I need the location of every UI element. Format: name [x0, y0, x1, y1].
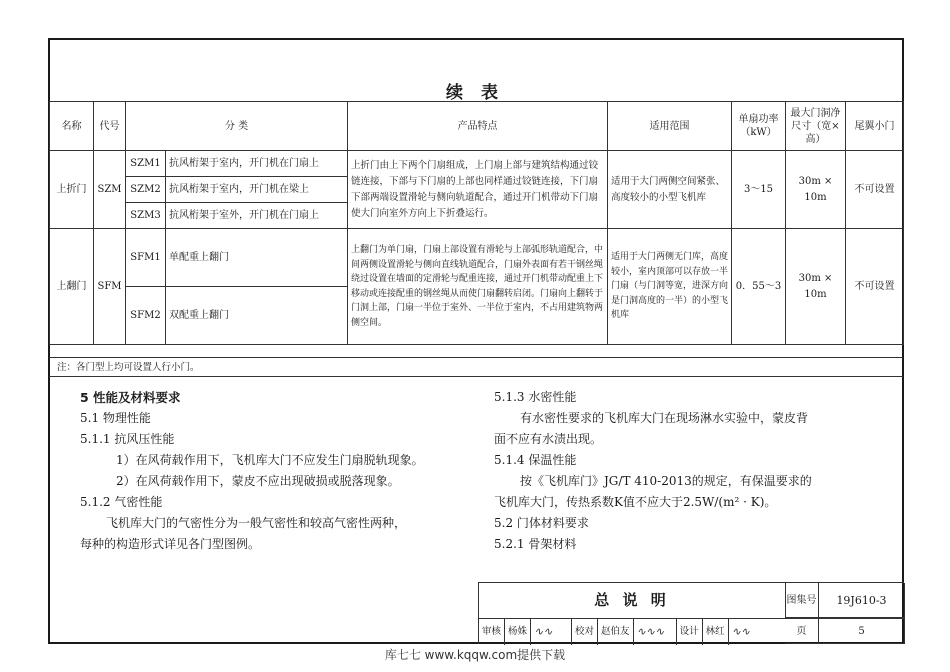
check-label: 校对 [572, 619, 598, 645]
left-column [80, 387, 470, 555]
page-label: 页 [785, 618, 819, 644]
section-heading: 5.1.1 抗风压性能 [80, 432, 175, 446]
section-heading: 5.1 物理性能 [80, 411, 151, 425]
sub-desc: 双配重上翻门 [166, 287, 348, 345]
checker-name: 赵伯友 [598, 619, 634, 645]
drawing-title: 总 说 明 [479, 583, 786, 618]
row-size: 30m × 10m [786, 229, 846, 345]
download-watermark: 库七七 www.kqqw.com提供下载 [384, 648, 566, 662]
table-header-row [50, 102, 904, 151]
door-types-table [49, 101, 904, 345]
sub-desc: 抗风桁架于室内，开门机在梁上 [166, 177, 348, 203]
review-label: 审核 [479, 619, 505, 645]
table-title: 续 表 [446, 83, 504, 103]
header-name: 名称 [50, 102, 94, 151]
sub-code: SZM2 [126, 177, 166, 203]
header-tail: 尾翼小门 [846, 102, 904, 151]
header-category: 分 类 [126, 102, 348, 151]
row-scope: 适用于大门两侧无门库，高度较小，室内顶部可以存放一半门扇（与门洞等宽，进深方向是门洞高度的一半）的小型飞机库 [608, 229, 732, 345]
row-power: 0．55～3 [732, 229, 786, 345]
paragraph: 按《飞机库门》JG/T 410-2013的规定，有保温要求的 [520, 474, 812, 488]
checker-signature: ∿∿∿ [634, 619, 677, 645]
section-heading: 5.1.2 气密性能 [80, 495, 163, 509]
paragraph: 面不应有水渍出现。 [494, 432, 603, 446]
header-power: 单扇功率（kW） [732, 102, 786, 151]
row-features: 上翻门为单门扇，门扇上部设置有滑轮与上部弧形轨道配合，中间两侧设置滑轮与侧向直线轨道配合，门扇外表面有若干钢丝绳绕过设置在墙面的定滑轮与配重连接，通过开门机带动配重上下移动或连接配重的钢丝绳从而使门扇翻转启闭。门扇向上翻转于门洞上部，门扇一半位于室外、一半位于室内，不占用建筑物两侧空间。 [348, 229, 608, 345]
section-heading: 5 性能及材料要求 [80, 390, 181, 405]
atlas-label: 图集号 [785, 583, 819, 618]
row-power: 3～15 [732, 151, 786, 229]
row-name: 上翻门 [50, 229, 94, 345]
paragraph: 每种的构造形式详见各门型图例。 [80, 537, 261, 551]
paragraph: 飞机库大门，传热系数K值不应大于2.5W/(m² · K)。 [494, 495, 777, 509]
reviewer-name: 杨姝 [505, 619, 531, 645]
right-column [494, 387, 894, 555]
title-block [478, 582, 904, 644]
row-scope: 适用于大门两侧空间紧张、高度较小的小型飞机库 [608, 151, 732, 229]
paragraph: 2）在风荷载作用下，蒙皮不应出现破损或脱落现象。 [116, 474, 400, 488]
sub-code: SFM1 [126, 229, 166, 287]
designer-name: 林红 [703, 619, 729, 645]
section-heading: 5.2.1 骨架材料 [494, 537, 577, 551]
header-size: 最大门洞净尺寸（宽×高） [786, 102, 846, 151]
design-label: 设计 [677, 619, 703, 645]
row-tail: 不可设置 [846, 229, 904, 345]
header-scope: 适用范围 [608, 102, 732, 151]
table-note: 注：各门型上均可设置人行小门。 [49, 357, 903, 377]
signature-row [479, 618, 785, 645]
row-tail: 不可设置 [846, 151, 904, 229]
reviewer-signature: ∿∿ [531, 619, 572, 645]
sub-code: SZM1 [126, 151, 166, 177]
row-features: 上折门由上下两个门扇组成，上门扇上部与建筑结构通过铰链连接，下部与下门扇的上部也同样通过铰链连接，下门扇下部两端设置滑轮与侧向轨道配合，通过开门机带动下门扇使大门向室外方向上下折叠运行。 [348, 151, 608, 229]
paragraph: 飞机库大门的气密性分为一般气密性和较高气密性两种， [106, 516, 407, 530]
table-row [50, 229, 904, 287]
sub-code: SFM2 [126, 287, 166, 345]
section-heading: 5.1.3 水密性能 [494, 390, 577, 404]
section-heading: 5.2 门体材料要求 [494, 516, 589, 530]
atlas-number: 19J610-3 [819, 583, 905, 618]
row-size: 30m × 10m [786, 151, 846, 229]
page-number: 5 [819, 618, 905, 644]
table-row [50, 151, 904, 177]
paragraph: 有水密性要求的飞机库大门在现场淋水实验中，蒙皮背 [520, 411, 809, 425]
sub-desc: 抗风桁架于室外，开门机在门扇上 [166, 203, 348, 229]
sub-desc: 单配重上翻门 [166, 229, 348, 287]
row-code: SFM [94, 229, 126, 345]
row-name: 上折门 [50, 151, 94, 229]
section-heading: 5.1.4 保温性能 [494, 453, 577, 467]
paragraph: 1）在风荷载作用下，飞机库大门不应发生门扇脱轨现象。 [116, 453, 424, 467]
sub-desc: 抗风桁架于室内，开门机在门扇上 [166, 151, 348, 177]
header-code: 代号 [94, 102, 126, 151]
sub-code: SZM3 [126, 203, 166, 229]
designer-signature: ∿∿ [731, 625, 751, 638]
header-features: 产品特点 [348, 102, 608, 151]
row-code: SZM [94, 151, 126, 229]
